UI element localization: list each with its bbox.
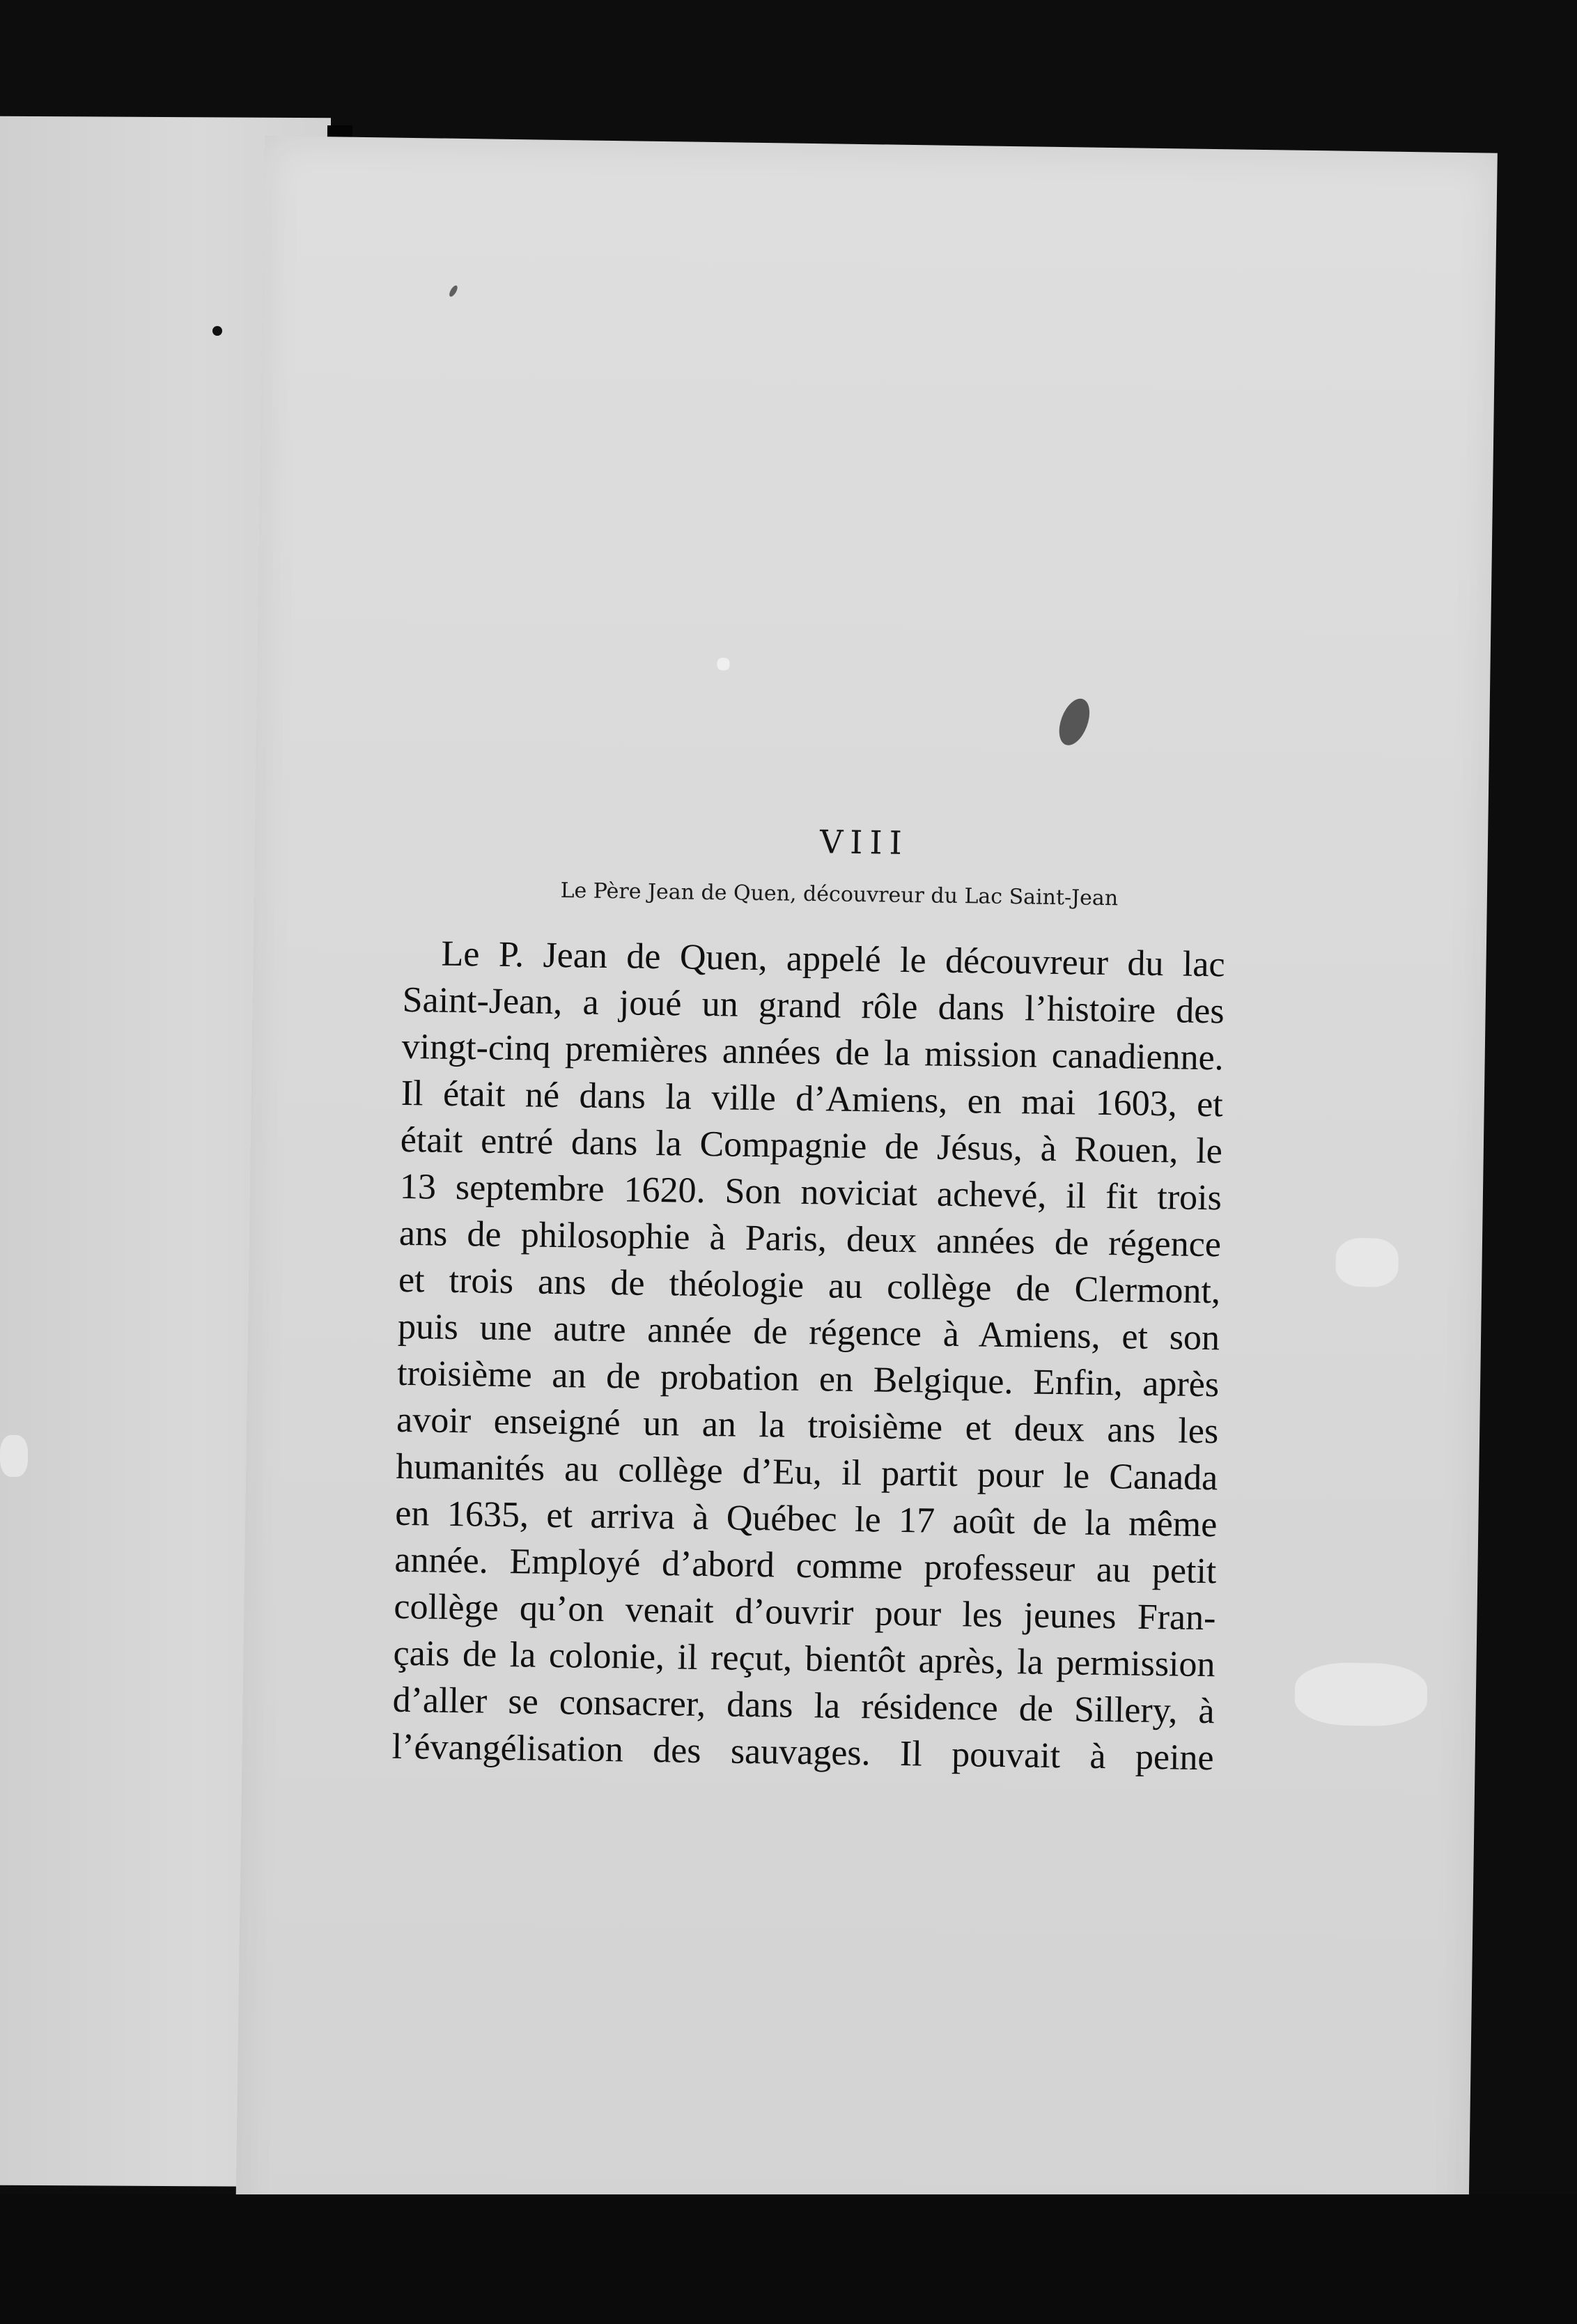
text-line: çais de la colonie, il reçut, bientôt après, la permission (393, 1633, 1215, 1685)
paper-fleck (1294, 1662, 1427, 1727)
text-line: 13 septembre 1620. Son noviciat achevé, il fit trois (399, 1166, 1222, 1218)
text-line: Il était né dans la ville d’Amiens, en mai 1603, et (401, 1073, 1224, 1125)
text-line: en 1635, et arriva à Québec le 17 août de la même (395, 1493, 1218, 1545)
text-line: d’aller se consacrer, dans la résidence de Sillery, à (392, 1680, 1215, 1732)
chapter-number: VIII (819, 823, 910, 862)
scan-bottom-border (0, 2194, 1577, 2324)
text-line: avoir enseigné un an la troisième et deux ans les (396, 1400, 1219, 1452)
body-text (391, 930, 1225, 1781)
ink-smudge (1053, 695, 1095, 750)
chapter-title: Le Père Jean de Quen, découvreur du Lac Saint-Jean (560, 878, 1119, 911)
text-line: ans de philosophie à Paris, deux années de régence (398, 1213, 1222, 1265)
text-line: troisième an de probation en Belgique. Enfin, après (396, 1353, 1220, 1405)
text-line: puis une autre année de régence à Amiens, et son (397, 1306, 1220, 1358)
text-line: et trois ans de théologie au collège de Clermont, (398, 1260, 1221, 1312)
text-line: l’évangélisation des sauvages. Il pouvait à peine (391, 1726, 1215, 1779)
text-line: Le P. Jean de Quen, appelé le découvreur du lac (441, 934, 1225, 985)
paper-fleck (717, 658, 729, 670)
text-line: vingt-cinq premières années de la mission canadienne. (401, 1026, 1225, 1078)
text-line: année. Employé d’abord comme professeur au petit (394, 1540, 1217, 1592)
text-line: était entré dans la Compagnie de Jésus, à Rouen, le (400, 1120, 1223, 1172)
text-line: Saint-Jean, a joué un grand rôle dans l’histoire des (402, 979, 1225, 1032)
paper-fleck (0, 1435, 28, 1477)
paper-fleck (1335, 1238, 1399, 1287)
text-line: humanités au collège d’Eu, il partit pour le Canada (395, 1446, 1218, 1498)
ink-speck (212, 326, 222, 336)
text-line: collège qu’on venait d’ouvrir pour les jeunes Fran- (394, 1586, 1216, 1639)
book-page (235, 136, 1497, 2274)
ink-speck (448, 284, 459, 298)
